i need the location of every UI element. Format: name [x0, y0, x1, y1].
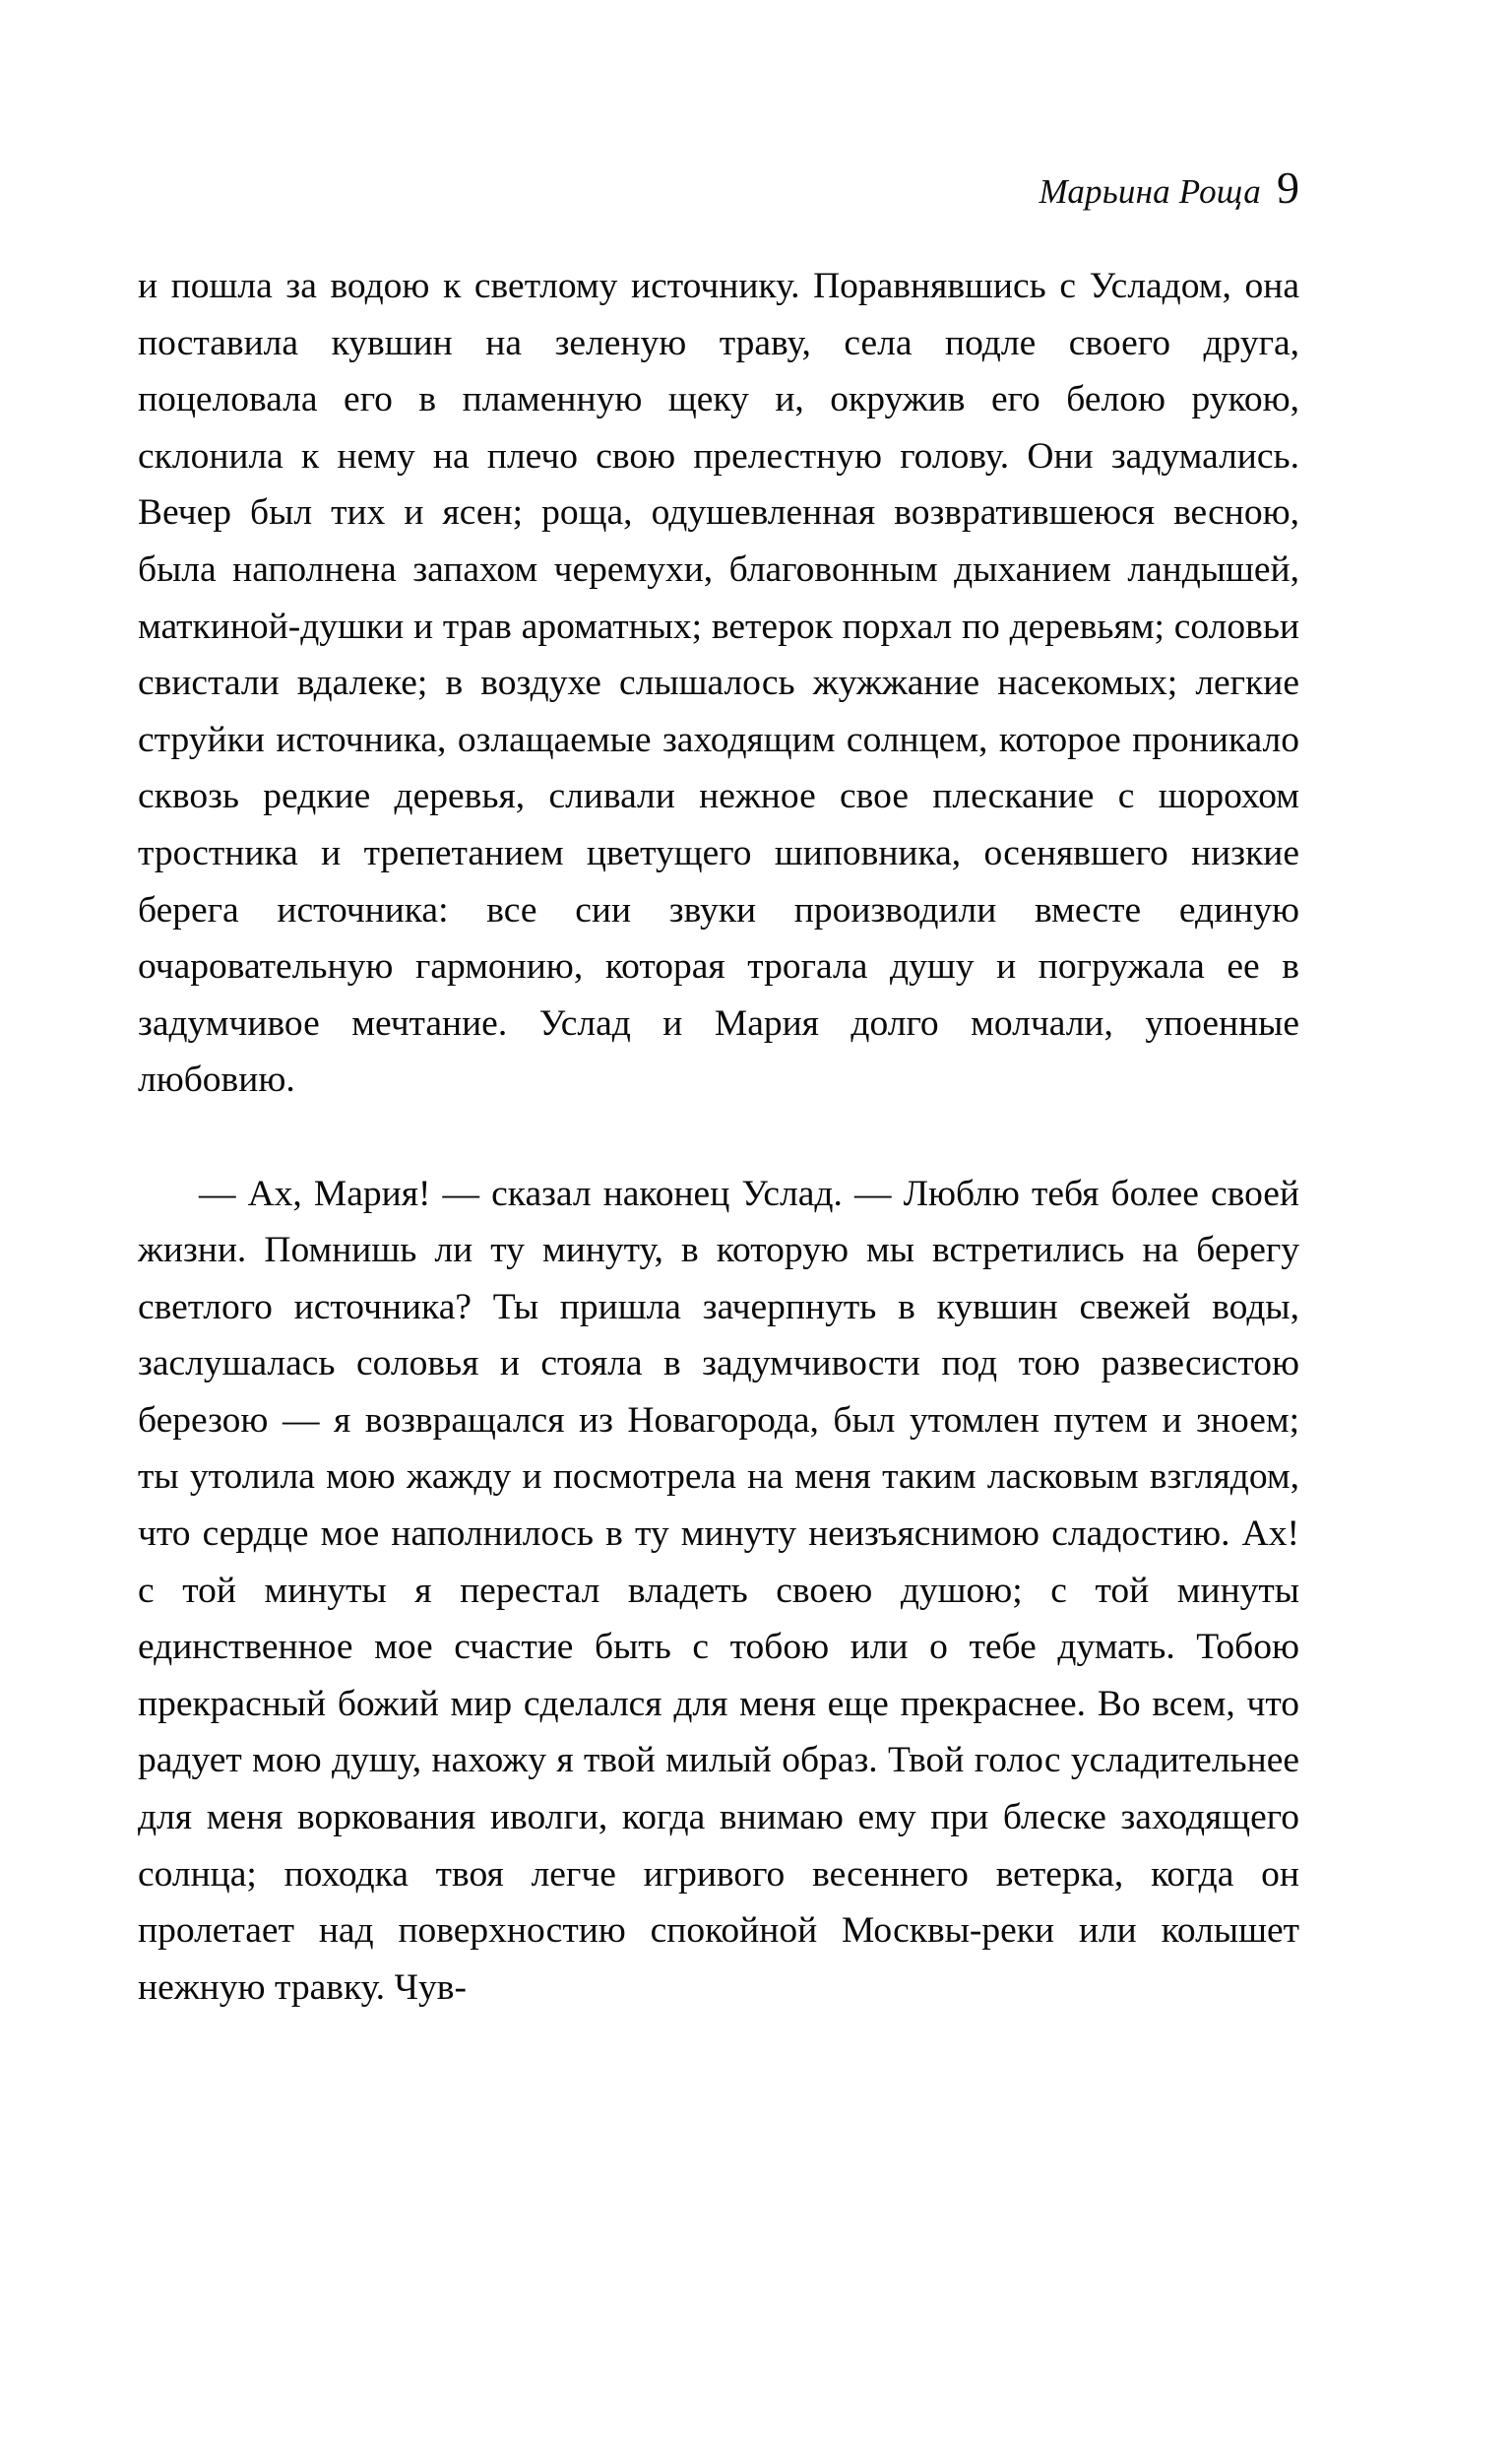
page-number: 9: [1277, 162, 1299, 213]
paragraph: и пошла за водою к светлому источнику. Поравнявшись с Усладом, она поставила кувшин на зеленую траву, села подле своего друга, поцеловала его в пламенную щеку и, окружив его белою рукою, склонила к нему на плечо свою прелестную голову. Они задумались. Вечер был тих и ясен; роща, одушевленная возвратившеюся весною, была наполнена запахом черемухи, благовонным дыханием ландышей, маткиной-душки и трав ароматных; ветерок порхал по деревьям; соловьи свистали вдалеке; в воздухе слышалось жужжание насекомых; легкие струйки источника, озлащаемые заходящим солнцем, которое проникало сквозь редкие деревья, сливали нежное свое плескание с шорохом тростника и трепетанием цветущего шиповника, осенявшего низкие берега источника: все сии звуки производили вместе единую очаровательную гармонию, которая трогала душу и погружала ее в задумчивое мечтание. Услад и Мария долго молчали, упоенные любовию.: [138, 266, 1299, 1101]
paragraph: — Ах, Мария! — сказал наконец Услад. — Люблю тебя более своей жизни. Помнишь ли ту минуту, в которую мы встретились на берегу светлого источника? Ты пришла зачерпнуть в кувшин свежей воды, заслушалась соловья и стояла в задумчивости под тою развесистою березою — я возвращался из Новагорода, был утомлен путем и зноем; ты утолила мою жажду и посмотрела на меня таким ласковым взглядом, что сердце мое наполнилось в ту минуту неизъяснимою сладостию. Ах! с той минуты я перестал владеть своею душою; с той минуты единственное мое счастие быть с тобою или о тебе думать. Тобою прекрасный божий мир сделался для меня еще прекраснее. Во всем, что радует мою душу, нахожу я твой милый образ. Твой голос усладительнее для меня воркования иволги, когда внимаю ему при блеске заходящего солнца; походка твоя легче игривого весеннего ветерка, когда он пролетает над поверхностию спокойной Москвы-реки или колышет нежную травку. Чув-: [138, 1173, 1299, 2008]
running-head-title: Марьина Роща: [1039, 172, 1261, 211]
body-text-block: [138, 258, 1299, 2016]
running-head: [138, 162, 1299, 228]
